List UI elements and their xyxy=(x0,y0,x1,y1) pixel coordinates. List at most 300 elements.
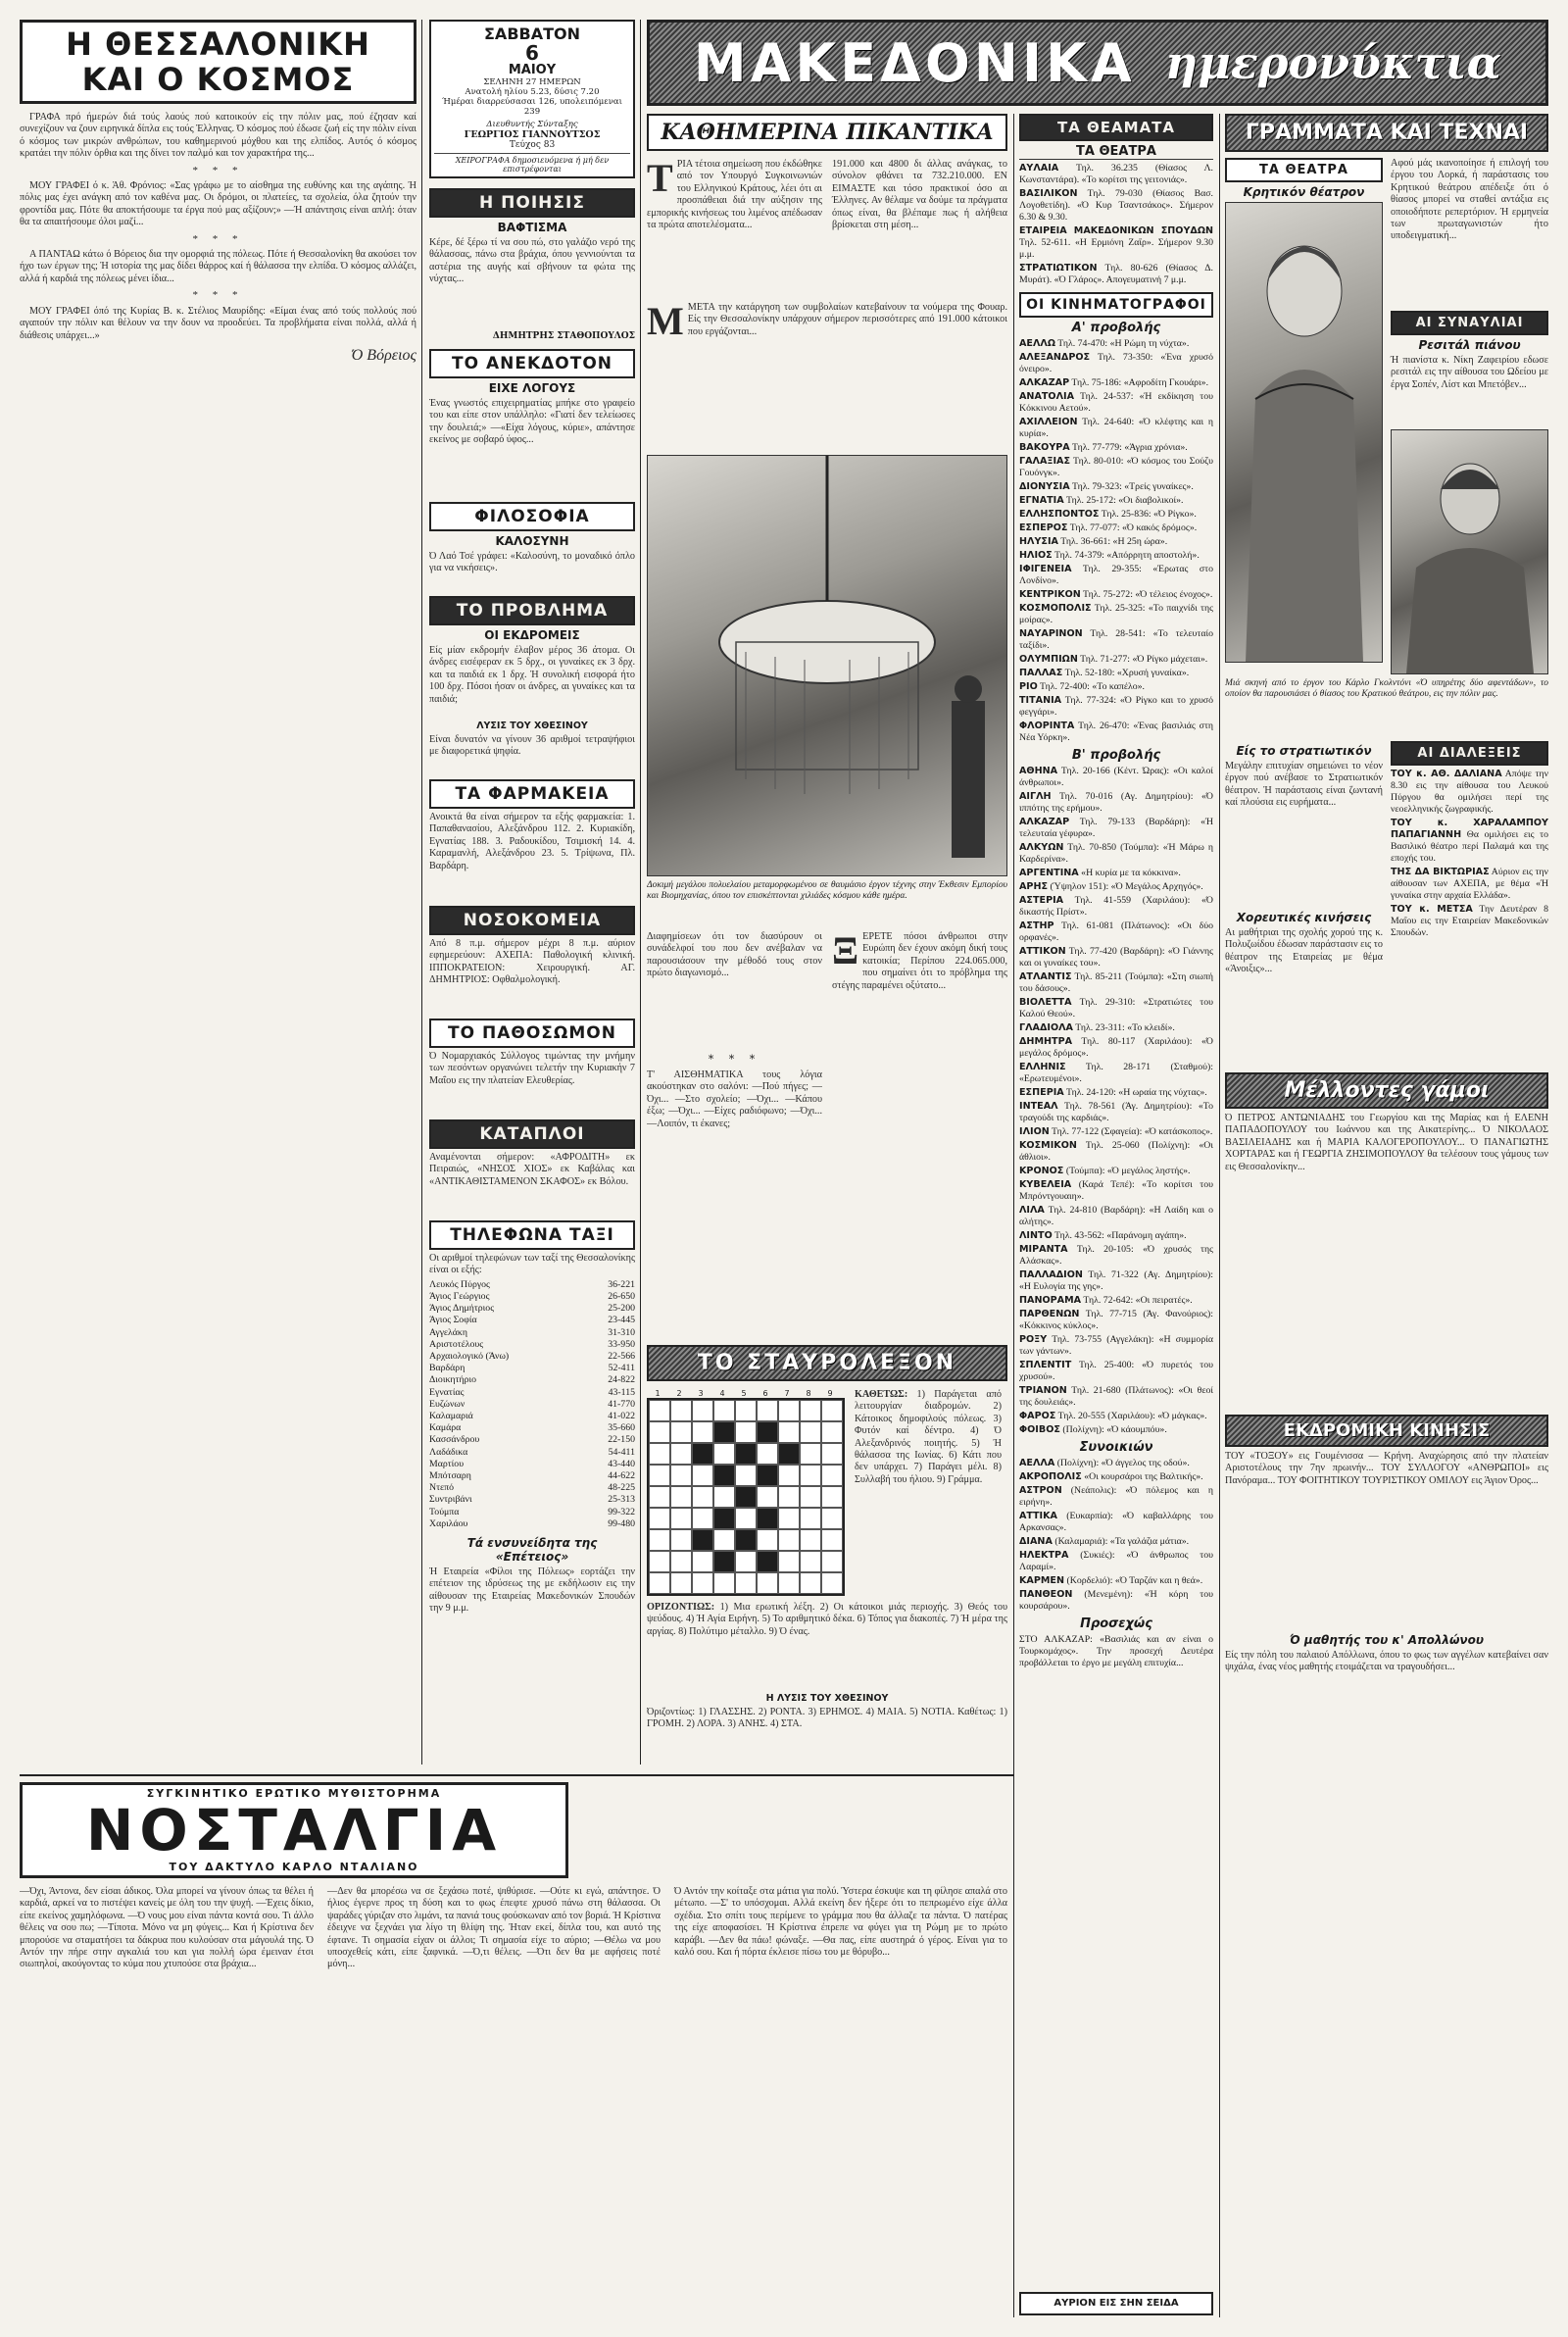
masthead-box xyxy=(429,20,635,178)
nostalgia-byline: ΤΟΥ ΔΑΚΤΥΛΟ ΚΑΡΛΟ ΝΤΑΛΙΑΝΟ xyxy=(169,1861,419,1873)
crossword-cell[interactable] xyxy=(778,1400,800,1421)
cinema-second-listing-name: ΠΑΛΛΑΔΙΟΝ xyxy=(1019,1269,1083,1280)
cinema-second-listing xyxy=(1019,1334,1213,1358)
crossword-cell[interactable] xyxy=(713,1400,735,1421)
cinema-listing-text: Τηλ. 77-779: «Άγρια χρόνια». xyxy=(1069,442,1188,453)
cinema-second-listing-text: (Ύψηλον 151): «Ό Μεγάλος Αρχηγός». xyxy=(1048,881,1203,892)
crossword-cell[interactable] xyxy=(649,1465,670,1486)
crossword-cell[interactable] xyxy=(800,1421,821,1443)
letters-middle-left xyxy=(1225,741,1383,1065)
crossword-cell[interactable] xyxy=(735,1400,757,1421)
cinema-second-listing-text: Τηλ. 24-810 (Βαρδάρη): «Η Λαίδη και ο αλήτης». xyxy=(1019,1205,1213,1227)
crossword-cell[interactable] xyxy=(692,1508,713,1529)
taxi-phone-number: 41-770 xyxy=(608,1398,635,1410)
crossword-cell[interactable] xyxy=(670,1508,692,1529)
crossword-cell[interactable] xyxy=(649,1421,670,1443)
crossword-cell[interactable] xyxy=(649,1572,670,1594)
cinema-second-listing-text: Τηλ. 71-322 (Αγ. Δημητρίου): «Η Ευλογία της γης». xyxy=(1019,1269,1213,1292)
cinema-listing-name: ΑΧΙΛΛΕΙΟΝ xyxy=(1019,417,1078,427)
cinema-second-listing xyxy=(1019,971,1213,995)
cinema-listing-name: ΟΛΥΜΠΙΩΝ xyxy=(1019,654,1078,665)
crossword-cell[interactable] xyxy=(778,1529,800,1551)
taxi-stand-name: Αρχαιολογικό (Άνω) xyxy=(429,1351,510,1363)
problem-text: Είς μίαν εκδρομήν έλαβον μέρος 36 άτομα. Οι άνδρες εισέφεραν εκ 5 δρχ., οι γυναίκες εκ 3 δρχ. και τα παιδιά εκ 1 δρχ. Ή συνολική εισφορά ήτο 100 δρχ. Πόσοι ήσαν οι άνδρες, αι γυναίκες και τα παιδιά; xyxy=(429,645,635,705)
cinema-listing-text: Τηλ. 80-010: «Ό κόσμος του Σούζυ Γουόνγκ». xyxy=(1019,456,1213,478)
separator-stars: * * * xyxy=(192,289,244,302)
suburb-cinema-listing xyxy=(1019,1575,1213,1587)
crossword-cell[interactable] xyxy=(649,1508,670,1529)
crossword-cell[interactable] xyxy=(649,1400,670,1421)
separator-stars: * * * xyxy=(192,164,244,176)
suburbs-label: Συνοικιών xyxy=(1079,1440,1153,1455)
cinema-listing-name: ΗΛΥΣΙΑ xyxy=(1019,536,1058,547)
taxi-phone-row xyxy=(429,1363,635,1374)
kathimerina-para-3: 191.000 και 4800 δι άλλας ανάγκας, το σύνολον φθάνει τα 732.210.000. ΕΝ ΕΙΜΑΣΤΕ και τόσο πρακτικοί όσο αι Έλληνες. Αν θέλαμε να δούμε τα πράγματα όπως είναι, θα βλέπαμε πως ή αλήθεια βρίσκεται στη μέση... xyxy=(832,159,1007,231)
cinema-second-listing xyxy=(1019,881,1213,893)
taxi-phone-number: 99-322 xyxy=(608,1506,635,1517)
masthead-month: ΜΑΙΟΥ xyxy=(508,63,557,77)
kathimerina-column xyxy=(647,114,1007,1339)
cinema-second-listing-name: ΤΡΙΑΝΟΝ xyxy=(1019,1385,1067,1396)
taxi-phone-number: 99-480 xyxy=(608,1517,635,1529)
taxi-phone-number: 23-445 xyxy=(608,1315,635,1326)
crossword-cell[interactable] xyxy=(778,1421,800,1443)
taxi-stand-name: Λαδάδικα xyxy=(429,1446,468,1458)
taxi-phone-row xyxy=(429,1494,635,1506)
crossword-cell[interactable] xyxy=(778,1508,800,1529)
hospitals-title: ΝΟΣΟΚΟΜΕΙΑ xyxy=(429,906,635,935)
taxi-stand-name: Άγιος Δημήτριος xyxy=(429,1303,495,1315)
prospects-text: ΣΤΟ ΑΛΚΑΖΑΡ: «Βασιλιάς και αν είναι ο Τουρκομάχος». Την προσεχή Δευτέρα προβάλλεται το έργο με μεγάλη επιτυχία... xyxy=(1019,1634,1213,1668)
cinema-second-listing xyxy=(1019,1087,1213,1099)
crossword-cell[interactable] xyxy=(821,1508,843,1529)
cinema-listing xyxy=(1019,550,1213,562)
cinema-listing-name: ΑΕΛΛΩ xyxy=(1019,338,1055,349)
letters-column xyxy=(1225,114,1548,2317)
chandelier-photo xyxy=(647,455,1007,876)
cinema-second-listing xyxy=(1019,1022,1213,1034)
cinema-second-listing-text: Τηλ. 41-559 (Χαριλάου): «Ό δικαστής Πρίστ». xyxy=(1019,895,1213,918)
cinema-listing-name: ΠΑΛΛΑΣ xyxy=(1019,668,1063,678)
suburb-cinema-listing-text: (Πολίχνη): «Ό άγγελος της οδού». xyxy=(1054,1458,1190,1468)
birthday-text: Ή Εταιρεία «Φίλοι της Πόλεως» εορτάζει την επέτειον της ιδρύσεως της με εκδήλωσιν εις την αίθουσαν της Εταιρείας Μακεδονικών Σπουδών την 9 μ.μ. xyxy=(429,1566,635,1615)
crossword-cell[interactable] xyxy=(670,1443,692,1465)
cinema-second-listing-name: ΑΡΓΕΝΤΙΝΑ xyxy=(1019,868,1079,878)
director-name: ΓΕΩΡΓΙΟΣ ΓΙΑΝΝΟΥΤΣΟΣ xyxy=(464,129,601,140)
separator-stars: * * * xyxy=(192,232,244,245)
crossword-cell[interactable] xyxy=(800,1465,821,1486)
crossword-cell[interactable] xyxy=(670,1572,692,1594)
lecture-listing xyxy=(1391,904,1548,939)
crossword-cell[interactable] xyxy=(670,1465,692,1486)
crossword-cell[interactable] xyxy=(778,1486,800,1508)
cinema-listing xyxy=(1019,589,1213,601)
taxi-phone-row xyxy=(429,1279,635,1291)
suburb-cinema-listing-name: ΑΚΡΟΠΟΛΙΣ xyxy=(1019,1471,1082,1482)
cinema-second-listing-text: Τηλ. 77-122 (Σφαγεία): «Ό κατάσκοπος». xyxy=(1049,1126,1213,1137)
crossword-vertical-label: ΚΑΘΕΤΩΣ: xyxy=(855,1389,908,1400)
cinema-listing-text: Τηλ. 29-355: «Έρωτας στο Λονδίνο». xyxy=(1019,564,1213,586)
masthead-day: ΣΑΒΒΑΤΟΝ xyxy=(484,25,580,43)
kathimerina-para-2: ΜΜΕΤΑ την κατάργηση των συμβολαίων κατεβαίνουν τα νούμερα της Φουαρ. Είς την Θεσσαλονίκην υπάρχουν σήμερον περισσότερες από 191.000 κάτοικοι που εργάζονται... xyxy=(647,299,1007,343)
cinema-listing xyxy=(1019,628,1213,652)
cinema-second-listing-text: Τηλ. 77-715 (Άγ. Φανούριος): «Κόκκινος κύκλος». xyxy=(1019,1309,1213,1331)
cinema-second-listing-text: Τηλ. 72-642: «Οι πειρατές». xyxy=(1081,1295,1193,1306)
crossword-cell[interactable] xyxy=(735,1465,757,1486)
cinema-listing xyxy=(1019,536,1213,548)
crossword-cell[interactable] xyxy=(692,1400,713,1421)
crossword-cell[interactable] xyxy=(670,1400,692,1421)
kathimerina-title: ΚΑΘΗΜΕΡΙΝΑ ΠΙΚΑΝΤΙΚΑ xyxy=(647,114,1007,151)
almanac-3: Ήμέραι διαρρεύσασαι 126, υπολειπόμεναι 239 xyxy=(442,97,622,117)
crossword-cell[interactable] xyxy=(778,1551,800,1572)
crossword-cell[interactable] xyxy=(735,1572,757,1594)
cinema-listing-name: ΑΛΕΞΑΝΔΡΟΣ xyxy=(1019,352,1091,363)
thessaloniki-body xyxy=(20,112,416,1710)
cinema-second-listing xyxy=(1019,1360,1213,1383)
crossword-cell[interactable] xyxy=(735,1551,757,1572)
separator-stars: * * * xyxy=(708,1053,761,1066)
taxi-phone-number: 25-313 xyxy=(608,1494,635,1506)
crossword-cell[interactable] xyxy=(757,1572,778,1594)
cinema-listing xyxy=(1019,668,1213,679)
theater-listing-text: Τηλ. 80-626 (Θίασος Δ. Μυράτ). «Ό Γλάρος». Απογευματινή 7 μ.μ. xyxy=(1019,263,1213,285)
cinema-second-listing-name: ΛΙΛΑ xyxy=(1019,1205,1045,1216)
kathimerina-top-text xyxy=(647,156,1007,296)
crossword-cell[interactable] xyxy=(778,1465,800,1486)
letters-theater-head: ΤΑ ΘΕΑΤΡΑ xyxy=(1225,158,1383,182)
taxi-stand-name: Τούμπα xyxy=(429,1506,460,1517)
crossword-cell[interactable] xyxy=(649,1443,670,1465)
cinema-second-listing-name: ΦΟΙΒΟΣ xyxy=(1019,1424,1060,1435)
lectures-head: ΑΙ ΔΙΑΛΕΞΕΙΣ xyxy=(1391,741,1548,766)
crossword-cell[interactable] xyxy=(670,1421,692,1443)
taxi-stand-name: Εγνατίας xyxy=(429,1386,465,1398)
cinema-second-listing-text: «Η κυρία με τα κόκκινα». xyxy=(1078,868,1181,878)
cinema-second-listing xyxy=(1019,1205,1213,1228)
cinema-second-listing-name: ΣΠΛΕΝΤΙΤ xyxy=(1019,1360,1072,1370)
cinema-listing-name: ΡΙΟ xyxy=(1019,681,1038,692)
taxi-phone-row xyxy=(429,1291,635,1303)
crossword-cell[interactable] xyxy=(800,1443,821,1465)
cinema-listing-name: ΕΓΝΑΤΙΑ xyxy=(1019,495,1064,506)
suburb-cinema-listing-name: ΗΛΕΚΤΡΑ xyxy=(1019,1550,1069,1561)
theater-listing-text: Τηλ. 52-611. «Η Ερμιόνη Ζαΐρ». Σήμερον 9.30 μ.μ. xyxy=(1019,237,1213,260)
lectures-list xyxy=(1391,769,1548,939)
lecture-listing-text: Θα ομιλήσει εις το Βασιλικό θέατρο περί Παλαμά και της εποχής του. xyxy=(1391,829,1548,864)
crossword-cell[interactable] xyxy=(821,1421,843,1443)
cinema-second-listing-name: ΓΛΑΔΙΟΛΑ xyxy=(1019,1022,1073,1033)
nostalgia-columns xyxy=(20,1886,1007,2308)
theater-listing-text: Τηλ. 79-030 (Θίασος Βασ. Λογοθετίδη). «Ό Κυρ Τσαντσάκος». Σήμερον 6.30 & 9.30. xyxy=(1019,188,1213,223)
crossword-cell[interactable] xyxy=(692,1421,713,1443)
prospects-label: Προσεχώς xyxy=(1080,1616,1152,1631)
crossword-cell[interactable] xyxy=(821,1486,843,1508)
crossword-vertical-clues: 1) Παράγεται από λειτουργίαν διαδρομών. 2) Κάτοικος δημοφιλούς πόλεως. 3) Φυτόν καί δέντρο. 4) Ό Αλεξανδρινός ποιητής. 5) Ή θάλασσα της Ιωνίας. 6) Κάτι που δεν υπάρχει. 7) Παράγει μέλι. 8) Συλλαβή του ήλιου. 9) Γράμμα. xyxy=(855,1389,1002,1485)
crossword-cell[interactable] xyxy=(649,1486,670,1508)
cinemas-second-list xyxy=(1019,766,1213,1436)
crossword-black-cell xyxy=(735,1486,757,1508)
cinema-listing xyxy=(1019,481,1213,493)
crossword-cell[interactable] xyxy=(757,1529,778,1551)
excursions-text: ΤΟΥ «ΤΟΞΟΥ» εις Γουμένισσα — Κρήνη. Αναχώρησις από την πλατείαν Αριστοτέλους την 7ην πρωινήν... ΤΟΥ ΣΥΛΛΟΓΟΥ «ΑΝΘΡΩΠΟΙ» εις Πανόραμα... ΤΟΥ ΦΟΙΤΗΤΙΚΟΥ ΤΟΥΡΙΣΤΙΚΟΥ ΟΜΙΛΟΥ εις Άγιον Όρος... xyxy=(1225,1451,1548,1486)
crossword-cell[interactable] xyxy=(713,1443,735,1465)
cinema-listing xyxy=(1019,442,1213,454)
cinema-listing xyxy=(1019,654,1213,666)
crossword-column-numbers xyxy=(647,1389,845,1398)
crossword-cell[interactable] xyxy=(692,1551,713,1572)
letters-middle-right xyxy=(1391,741,1548,1065)
crossword-column-number: 5 xyxy=(741,1389,747,1398)
taxi-stand-name: Αριστοτέλους xyxy=(429,1338,484,1350)
lecture-listing-text: Την Δευτέραν 8 Μαΐου εις την Εταιρείαν Μακεδονικών Σπουδών. xyxy=(1391,904,1548,938)
cinema-listing xyxy=(1019,509,1213,521)
crossword-cell[interactable] xyxy=(778,1572,800,1594)
anecdote-subtitle: ΕΙΧΕ ΛΟΓΟΥΣ xyxy=(488,381,576,395)
birthday-title: Τά ενσυνείδητα της «Επέτειος» xyxy=(466,1536,598,1565)
cinema-second-listing-text: (Τούμπα): «Ό μεγάλος ληστής». xyxy=(1063,1166,1191,1176)
crossword-cell[interactable] xyxy=(757,1443,778,1465)
crossword-cell[interactable] xyxy=(735,1421,757,1443)
cinema-second-listing-text: Τηλ. 25-060 (Πολίχνη): «Οι άθλιοι». xyxy=(1019,1140,1213,1163)
crossword-black-cell xyxy=(692,1443,713,1465)
cinema-second-listing-name: ΑΡΗΣ xyxy=(1019,881,1049,892)
cinema-listing xyxy=(1019,564,1213,587)
poem-text: Είς την πόλη του παλαιού Απόλλωνα, όπου το φως των αγγέλων κατεβαίνει σαν ψιχάλα, ένας νέος μαθητής ετοιμάζεται να τραγουδήσει... xyxy=(1225,1650,1548,1673)
taxi-stand-name: Χαριλάου xyxy=(429,1517,468,1529)
suburb-cinema-listing-name: ΑΕΛΛΑ xyxy=(1019,1458,1055,1468)
cinema-listing-text: Τηλ. 77-077: «Ό κακός δρόμος». xyxy=(1067,522,1198,533)
hospitals-text: Από 8 π.μ. σήμερον μέχρι 8 π.μ. αύριον εφημερεύουν: ΑΧΕΠΑ: Παθολογική κλινική. ΙΠΠΟΚΡΑΤΕΙΟΝ: Χειρουργική. ΑΓ. ΔΗΜΗΤΡΙΟΣ: Οφθαλμολογική. xyxy=(429,938,635,986)
column-divider xyxy=(1219,114,1220,2317)
taxi-phone-number: 43-440 xyxy=(608,1458,635,1469)
cinema-listing-name: ΙΦΙΓΕΝΕΙΑ xyxy=(1019,564,1072,574)
crossword-cell[interactable] xyxy=(670,1529,692,1551)
crossword-section xyxy=(647,1345,1007,1765)
taxi-phone-number: 24-822 xyxy=(608,1374,635,1386)
cinema-second-listing-name: ΑΣΤΗΡ xyxy=(1019,920,1054,931)
cinema-second-listing-text: Τηλ. 24-120: «Η ωραία της νύχτας». xyxy=(1063,1087,1207,1098)
crossword-cell[interactable] xyxy=(649,1551,670,1572)
nostalgia-section xyxy=(20,1782,1007,2317)
cinema-listing-text: Τηλ. 36-661: «Η 25η ώρα». xyxy=(1057,536,1168,547)
crossword-black-cell xyxy=(713,1508,735,1529)
cinema-listing-text: Τηλ. 25-172: «Οι διαβολικοί». xyxy=(1063,495,1184,506)
cinema-listing xyxy=(1019,417,1213,440)
lecture-listing xyxy=(1391,818,1548,865)
cinema-listing-name: ΒΑΚΟΥΡΑ xyxy=(1019,442,1070,453)
theater-listing xyxy=(1019,263,1213,286)
cinema-second-listing xyxy=(1019,842,1213,866)
taxi-phone-row xyxy=(429,1315,635,1326)
crossword-cell[interactable] xyxy=(713,1529,735,1551)
letters-theater-text: Αφού μάς ικανοποίησε ή επιλογή του έργου του Λορκά, ή παράστασις του Κρητικού θεάτρου απέδειξε ότι ό θίασος μπορεί να σταθεί αντάξια εις οποιοδήποτε ρεπερτόριον. Ή ερμηνεία των πρωταγωνιστών ήτο υποδειγματική... xyxy=(1391,158,1548,242)
crossword-cell[interactable] xyxy=(800,1551,821,1572)
phones-list xyxy=(429,1279,635,1530)
cinema-listing-text: Τηλ. 74-470: «Η Ρώμη τη νύχτα». xyxy=(1054,338,1190,349)
crossword-cell[interactable] xyxy=(692,1486,713,1508)
performance-text: Μεγάλην επιτυχίαν σημειώνει το νέον έργον πού ανέβασε το Στρατιωτικόν θέατρον. Ή παράστασις είναι ζωντανή καί πλούσια εις ευρήματα... xyxy=(1225,761,1383,809)
cinema-listing-text: Τηλ. 28-541: «Το τελευταίο ταξίδι». xyxy=(1019,628,1213,651)
crossword-cell[interactable] xyxy=(670,1551,692,1572)
lecture-listing-text: Αύριον εις την αίθουσαν των ΑΧΕΠΑ, με θέμα «Ή γυναίκα στην αρχαία Ελλάδα». xyxy=(1391,867,1548,901)
theaters-column xyxy=(1019,114,1213,2317)
director-label: Διευθυντής Σύνταξης xyxy=(486,120,578,129)
problem-title: ΤΟ ΠΡΟΒΛΗΜΑ xyxy=(429,596,635,625)
crossword-cell[interactable] xyxy=(821,1400,843,1421)
theater-listing xyxy=(1019,225,1213,261)
kathimerina-dialogue: Τ' ΑΙΣΘΗΜΑΤΙΚΑ τους λόγια ακούστηκαν στο σαλόνι: —Πού πήγες; —Όχι... —Στο σχολείο; —Όχι... —Κάπου έξω; —Όχι... —Είχες ραδιόφωνο; —Όχι... —Λοιπόν, τι έκανες; xyxy=(647,1069,822,1129)
theaters-list xyxy=(1019,163,1213,286)
dance-text: Αι μαθήτριαι της σχολής χορού της κ. Πολυζωίδου έδωσαν παράστασιν εις το θέατρον της Εταιρείας με θέμα «Άνοιξις»... xyxy=(1225,927,1383,975)
crossword-cell[interactable] xyxy=(713,1486,735,1508)
crossword-cell[interactable] xyxy=(757,1486,778,1508)
cinema-listing-text: Τηλ. 77-324: «Ό Ρίγκο και το χρυσό φεγγάρι». xyxy=(1019,695,1213,718)
crossword-cell[interactable] xyxy=(735,1508,757,1529)
taxi-phone-row xyxy=(429,1459,635,1470)
problem-subtitle: ΟΙ ΕΚΔΡΟΜΕΙΣ xyxy=(484,628,580,642)
taxi-phone-number: 33-950 xyxy=(608,1338,635,1350)
crossword-cell[interactable] xyxy=(800,1508,821,1529)
cinema-second-listing-text: Τηλ. 70-850 (Τούμπα): «Ή Μάρω η Καρδερίνα». xyxy=(1019,842,1213,865)
cinema-listing-text: Τηλ. 74-379: «Απόρρητη αποστολή». xyxy=(1052,550,1200,561)
thessaloniki-title-1: Η ΘΕΣΣΑΛΟΝΙΚΗ xyxy=(66,25,370,63)
almanac-1: ΣΕΛΗΝΗ 27 ΗΜΕΡΩΝ xyxy=(483,77,581,87)
ships-text: Αναμένονται σήμερον: «ΑΦΡΟΔΙΤΗ» εκ Πειραιώς, «ΝΗΣΟΣ ΧΙΟΣ» εκ Καβάλας και «ΑΝΤΙΚΑΘΙΣΤΑΜΕΝΟΝ ΣΚΑΦΟΣ» εκ Βόλου. xyxy=(429,1152,635,1187)
cinema-second-listing-name: ΑΛΚΥΩΝ xyxy=(1019,842,1064,853)
cinema-second-listing-text: Τηλ. 85-211 (Τούμπα): «Στη σιωπή του δάσους». xyxy=(1019,971,1213,994)
poetry-subtitle: ΒΑΦΤΙΣΜΑ xyxy=(497,221,567,234)
crossword-cell[interactable] xyxy=(670,1486,692,1508)
crossword-column-number: 2 xyxy=(676,1389,682,1398)
taxi-phone-number: 35-660 xyxy=(608,1422,635,1434)
taxi-phone-row xyxy=(429,1470,635,1482)
manuscripts-notice: ΧΕΙΡΟΓΡΑΦΑ δημοσιευόμενα ή μή δεν επιστρέφονται xyxy=(434,153,630,174)
taxi-stand-name: Μαρτίου xyxy=(429,1458,465,1469)
taxi-phone-row xyxy=(429,1518,635,1530)
crossword-cell[interactable] xyxy=(800,1529,821,1551)
cinema-second-listing xyxy=(1019,997,1213,1020)
performance-head: Είς το στρατιωτικόν xyxy=(1236,744,1372,758)
cinema-second-listing xyxy=(1019,1230,1213,1242)
cinema-listing-text: Τηλ. 25-325: «Το παιχνίδι της μοίρας». xyxy=(1019,603,1213,625)
crossword-black-cell xyxy=(692,1529,713,1551)
crossword-black-cell xyxy=(757,1508,778,1529)
cinemas-list xyxy=(1019,338,1213,744)
taxi-phone-number: 36-221 xyxy=(608,1278,635,1290)
crossword-column-number: 3 xyxy=(698,1389,704,1398)
crossword-cell[interactable] xyxy=(692,1465,713,1486)
masthead-date: 6 xyxy=(525,41,539,65)
letters-top-left xyxy=(1225,158,1383,674)
cinema-second-listing-name: ΚΡΟΝΟΣ xyxy=(1019,1166,1064,1176)
suburb-cinema-listing xyxy=(1019,1589,1213,1613)
sections-column xyxy=(429,20,635,1765)
kathimerina-para-1: ΤΡΙΑ τέτοια σημείωση που έκδώθηκε από τον Υπουργό Συγκοινωνιών του Ελληνικού Κράτους, λέει ότι αι προσπάθειαι διά την αύξησιν της εμπορικής κινήσεως του λιμένος απέδωσαν τα πρώτα αποτελέσματα... xyxy=(647,156,822,231)
crossword-cell[interactable] xyxy=(713,1572,735,1594)
cinema-second-listing-text: Τηλ. 80-117 (Χαριλάου): «Ό μεγάλος δρόμος». xyxy=(1019,1036,1213,1059)
lecture-listing-name: ΤΟΥ κ. ΑΘ. ΔΑΛΙΑΝΑ xyxy=(1391,769,1502,779)
column-divider xyxy=(640,20,641,1765)
letters-theater-sub: Κρητικόν θέατρον xyxy=(1243,185,1365,199)
cinema-second-listing xyxy=(1019,1309,1213,1332)
cinema-second-listing xyxy=(1019,766,1213,789)
cinema-second-listing-text: Τηλ. 25-400: «Ό πυρετός του χρυσού». xyxy=(1019,1360,1213,1382)
crossword-cell[interactable] xyxy=(821,1465,843,1486)
crossword-cell[interactable] xyxy=(821,1529,843,1551)
cinema-second-listing-name: ΠΑΡΘΕΝΩΝ xyxy=(1019,1309,1080,1319)
cinema-second-listing xyxy=(1019,868,1213,879)
theater-listing xyxy=(1019,188,1213,224)
cinema-listing-text: Τηλ. 24-537: «Ή εκδίκηση του Κόκκινου Αετού». xyxy=(1019,391,1213,414)
cinema-second-listing-name: ΕΛΛΗΝΙΣ xyxy=(1019,1062,1066,1072)
actress-illustration xyxy=(1226,203,1382,662)
kathimerina-bottom-right xyxy=(832,928,1007,1225)
cinema-listing-name: ΗΛΙΟΣ xyxy=(1019,550,1053,561)
anecdote-text: Ένας γνωστός επιχειρηματίας μπήκε στο γραφείο του και είπε στον υπάλληλο: «Γιατί δεν τελείωσες την δουλειά;» —«Είχα λόγους, κύριε», απάντησε εκείνος με σοβαρό ύφος... xyxy=(429,398,635,446)
cinema-listing xyxy=(1019,522,1213,534)
section-divider xyxy=(20,1774,1013,1776)
suburb-cinema-listing-text: (Μενεμένη): «Ή κόρη του κουρσάρου». xyxy=(1019,1589,1213,1612)
crossword-black-cell xyxy=(713,1551,735,1572)
phones-intro: Οι αριθμοί τηλεφώνων των ταξί της Θεσσαλονίκης είναι οι εξής: xyxy=(429,1253,635,1276)
crossword-cell[interactable] xyxy=(821,1551,843,1572)
crossword-grid-wrap xyxy=(647,1389,845,1596)
letters-photo-caption: Μιά σκηνή από το έργον του Κάρλο Γκολντόνι «Ό υπηρέτης δύο αφεντάδων», το οποίον θα παρουσιάσει ό θίασος του Κρατικού θεάτρου, εις την πόλιν μας. xyxy=(1225,678,1548,699)
first-run-label: Α' προβολής xyxy=(1071,321,1161,335)
crossword-cell[interactable] xyxy=(800,1572,821,1594)
theater-listing-text: Τηλ. 36.235 (Θίασος Λ. Κωνσταντάρα). «Το κορίτσι της γειτονιάς». xyxy=(1019,163,1213,185)
crossword-cell[interactable] xyxy=(757,1400,778,1421)
cinema-second-listing xyxy=(1019,946,1213,970)
nostalgia-col-1: —Όχι, Άντονα, δεν είσαι άδικος. Όλα μπορεί να γίνουν όπως τα θέλει ή καρδιά, αρκεί να το πιστέψει κανείς με όλη του την ψυχή. —Έχεις δίκιο, είπε εκείνος χαμηλόφωνα. —Ό νους μου είναι πάντα κοντά σου. Τι άλλο θέλεις να σου πω; —Τίποτα. Μόνο να μη φύγεις... Και ή Κρίστινα δεν μπορούσε να σταματήσει τα δάκρυα που κυλούσαν στα μάγουλά της. Ό Αντόν την πήρε στην αγκαλιά του και για πολλή ώρα έμειναν έτσι σιωπηλοί, ακούγοντας το κύμα που χτυπούσε στα βράχια... xyxy=(20,1886,314,1970)
cinema-second-listing-text: Τηλ. 20-166 (Κέντ. Ώρας): «Οι καλοί άνθρωποι». xyxy=(1019,766,1213,788)
thessaloniki-para-4: ΜΟΥ ΓΡΑΦΕΙ όπό της Κυρίας Β. κ. Στέλιος Μαυρίδης: «Είμαι ένας από τούς πολλούς πού αγαπούν την πόλιν και θέλουν να την δουν να προοδεύει. Τα προβλήματα είναι πολλά, αλλά ή διάθεσις υπάρχει...» xyxy=(20,305,416,341)
theater-listing-name: ΒΑΣΙΛΙΚΟΝ xyxy=(1019,188,1078,199)
crossword-cell[interactable] xyxy=(800,1486,821,1508)
column-divider xyxy=(1013,114,1014,2317)
kathimerina-bottom-left xyxy=(647,931,822,1225)
crossword-column-number: 9 xyxy=(827,1389,833,1398)
lecture-listing xyxy=(1391,769,1548,816)
taxi-stand-name: Ευζώνων xyxy=(429,1398,466,1410)
taxi-stand-name: Άγιος Γεώργιος xyxy=(429,1291,490,1303)
crossword-grid xyxy=(647,1398,845,1596)
letters-middle xyxy=(1225,741,1548,1065)
crossword-cell[interactable] xyxy=(800,1400,821,1421)
cinema-second-listing-text: Τηλ. 21-680 (Πλάτωνος): «Οι θεοί της δουλειάς». xyxy=(1019,1385,1213,1408)
cinema-second-listing-name: ΙΝΤΕΑΛ xyxy=(1019,1101,1058,1112)
cinema-listing-name: ΑΝΑΤΟΛΙΑ xyxy=(1019,391,1074,402)
crossword-cell[interactable] xyxy=(821,1443,843,1465)
cinema-second-listing-text: Τηλ. 77-420 (Βαρδάρη): «Ό Γιάννης και οι γυναίκες του». xyxy=(1019,946,1213,969)
crossword-column-number: 4 xyxy=(719,1389,725,1398)
crossword-cell[interactable] xyxy=(692,1572,713,1594)
lecture-listing-name: ΤΟΥ κ. ΧΑΡΑΛΑΜΠΟΥ ΠΑΠΑΓΙΑΝΝΗ xyxy=(1391,818,1548,840)
taxi-phone-row xyxy=(429,1434,635,1446)
suburb-cinema-listing xyxy=(1019,1511,1213,1534)
cinema-listing xyxy=(1019,391,1213,415)
cinema-listing-name: ΤΙΤΑΝΙΑ xyxy=(1019,695,1062,706)
actor-illustration xyxy=(1392,430,1547,673)
cinema-second-listing-name: ΜΙΡΑΝΤΑ xyxy=(1019,1244,1068,1255)
crossword-cell[interactable] xyxy=(821,1572,843,1594)
cinema-listing-text: Τηλ. 73-350: «Ένα χρυσό όνειρο». xyxy=(1019,352,1213,374)
cinema-listing xyxy=(1019,695,1213,719)
theater-listing xyxy=(1019,163,1213,186)
crossword-cell[interactable] xyxy=(649,1529,670,1551)
cinema-second-listing xyxy=(1019,1166,1213,1177)
